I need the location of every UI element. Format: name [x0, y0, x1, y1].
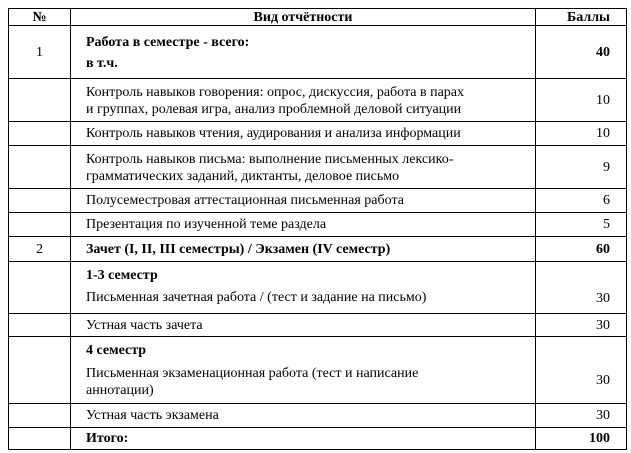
row-label: [71, 404, 536, 428]
row-label-line: Зачет (I, II, III семестры) / Экзамен (IV семестр): [86, 241, 391, 257]
row-label-line: Итого:: [86, 431, 129, 446]
header-type: Вид отчётности: [71, 9, 536, 26]
row-subheading: 4 семестр: [86, 342, 147, 358]
row-num: [9, 146, 71, 189]
row-label-line: в т.ч.: [86, 56, 118, 71]
row-num: [9, 404, 71, 428]
row-label: [71, 26, 536, 79]
table-row: [9, 404, 627, 428]
row-label: [71, 428, 536, 450]
row-label: [71, 213, 536, 237]
report-table-container: [8, 8, 626, 450]
row-subheading: 1-3 семестр: [86, 268, 158, 283]
row-label: [71, 122, 536, 146]
table-row: [9, 146, 627, 189]
row-num: [9, 122, 71, 146]
row-num: [9, 79, 71, 122]
table-row: [9, 122, 627, 146]
row-num: [9, 428, 71, 450]
row-score: 30: [536, 404, 627, 428]
row-label-line: Устная часть экзамена: [86, 408, 219, 423]
row-label-line: Контроль навыков говорения: опрос, дискуссия, работа в парах: [86, 84, 464, 100]
row-label-line: грамматических заданий, диктанты, деловое письмо: [86, 168, 400, 184]
row-label-line: Устная часть зачета: [86, 317, 203, 333]
table-row: [9, 79, 627, 122]
header-num: №: [9, 9, 71, 26]
row-label-line: Работа в семестре - всего:: [86, 35, 250, 50]
row-label: [71, 337, 536, 404]
table-row: [9, 213, 627, 237]
table-row: [9, 237, 627, 262]
table-row: [9, 262, 627, 314]
row-label: [71, 79, 536, 122]
row-label: [71, 237, 536, 262]
row-num: 1: [9, 26, 71, 79]
header-score: Баллы: [536, 9, 627, 26]
row-score: 10: [536, 122, 627, 146]
row-num: [9, 314, 71, 337]
table-row: [9, 314, 627, 337]
row-label-line: Контроль навыков чтения, аудирования и анализа информации: [86, 126, 461, 141]
row-label: [71, 262, 536, 314]
row-score: 30: [536, 337, 627, 404]
row-label: [71, 146, 536, 189]
row-num: [9, 213, 71, 237]
row-score: 30: [536, 262, 627, 314]
row-num: [9, 262, 71, 314]
table-row: [9, 26, 627, 79]
row-num: [9, 337, 71, 404]
row-score: 60: [536, 237, 627, 262]
row-label-line: Полусеместровая аттестационная письменная работа: [86, 193, 404, 208]
row-num: 2: [9, 237, 71, 262]
table-row: [9, 189, 627, 213]
row-label-line: Письменная зачетная работа / (тест и задание на письмо): [86, 290, 427, 305]
row-label-line: и группах, ролевая игра, анализ проблемной деловой ситуации: [86, 101, 462, 117]
row-score: 30: [536, 314, 627, 337]
row-label-line: Письменная экзаменационная работа (тест и написание: [86, 365, 419, 381]
row-score: 10: [536, 79, 627, 122]
row-label: [71, 314, 536, 337]
row-score: 9: [536, 146, 627, 189]
row-score: 100: [536, 428, 627, 450]
row-label: [71, 189, 536, 213]
row-label-line: аннотации): [86, 382, 154, 398]
grading-table: [8, 8, 627, 450]
table-header-row: [9, 9, 627, 26]
row-label-line: Контроль навыков письма: выполнение письменных лексико-: [86, 151, 454, 167]
row-score: 40: [536, 26, 627, 79]
table-row: [9, 337, 627, 404]
row-score: 6: [536, 189, 627, 213]
row-num: [9, 189, 71, 213]
table-row: [9, 428, 627, 450]
row-score: 5: [536, 213, 627, 237]
row-label-line: Презентация по изученной теме раздела: [86, 217, 327, 232]
